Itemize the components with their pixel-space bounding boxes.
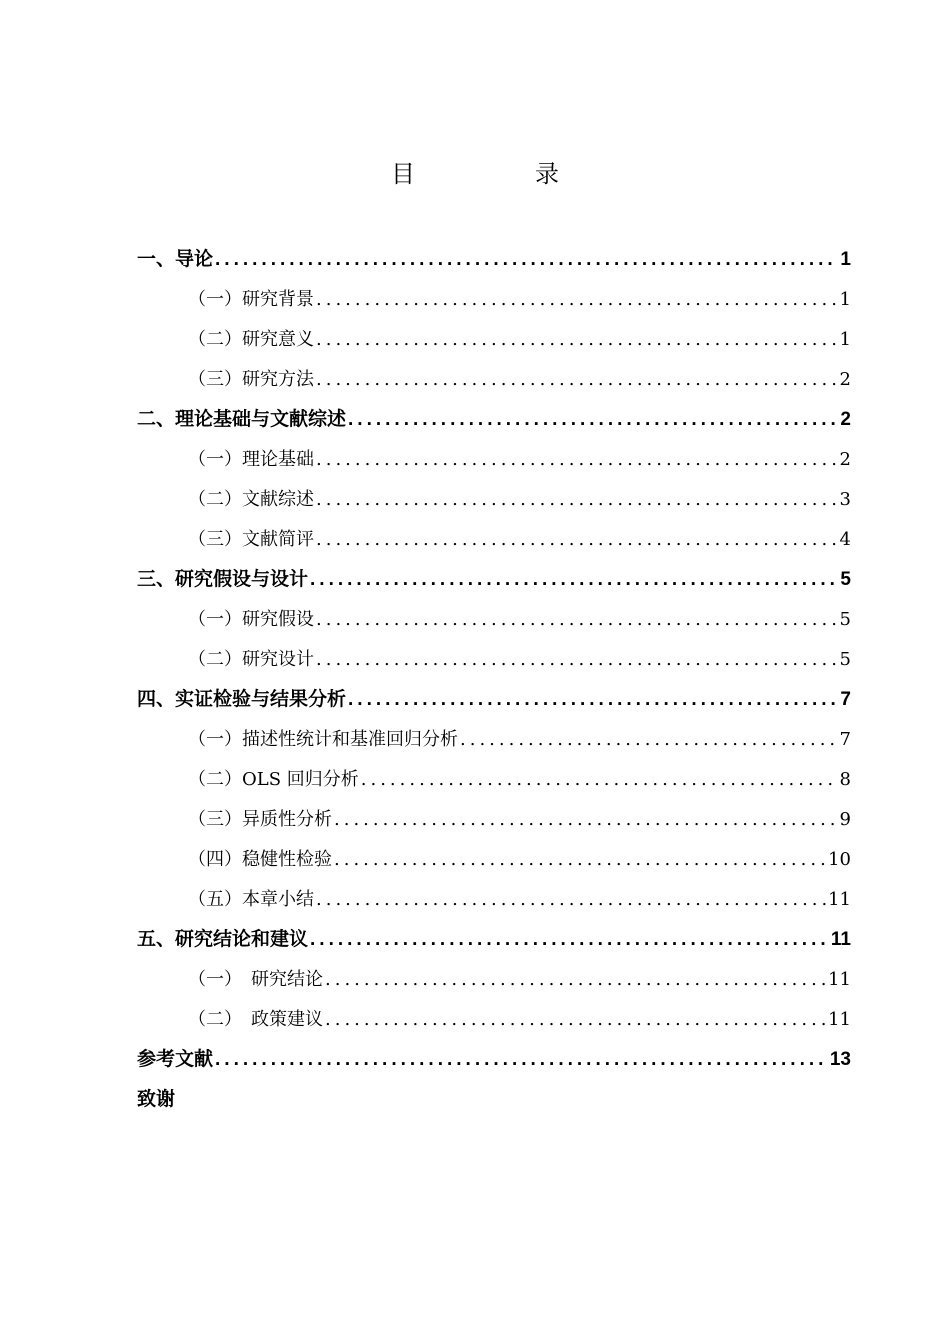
toc-entry-title: （一）理论基础 — [188, 449, 314, 470]
toc-chapter-entry[interactable] — [137, 240, 851, 280]
toc-dot-leader — [316, 280, 838, 320]
toc-dot-leader — [316, 880, 826, 920]
toc-entry-title: 四、实证检验与结果分析 — [137, 689, 347, 710]
toc-dot-leader — [316, 520, 838, 560]
toc-section-entry[interactable] — [137, 960, 851, 1000]
toc-dot-leader — [325, 960, 826, 1000]
toc-page-number: 7 — [840, 689, 851, 710]
toc-dot-leader — [460, 720, 838, 760]
toc-page-number: 5 — [840, 569, 851, 590]
toc-section-entry[interactable] — [137, 760, 851, 800]
page-title: 目 录 — [391, 160, 607, 188]
toc-entry-title: 三、研究假设与设计 — [137, 569, 309, 590]
toc-page-number: 3 — [839, 489, 851, 510]
toc-entry-title: （三）研究方法 — [188, 369, 314, 390]
toc-dot-leader — [334, 800, 838, 840]
table-of-contents — [137, 240, 851, 1120]
toc-section-entry[interactable] — [137, 280, 851, 320]
toc-page-number: 10 — [828, 849, 851, 870]
toc-entry-title: 五、研究结论和建议 — [137, 929, 309, 950]
toc-section-entry[interactable] — [137, 880, 851, 920]
toc-dot-leader — [215, 1040, 828, 1080]
toc-section-entry[interactable] — [137, 640, 851, 680]
toc-page-number: 11 — [828, 969, 851, 990]
toc-page-number: 1 — [840, 249, 851, 270]
toc-dot-leader — [215, 240, 838, 280]
toc-dot-leader — [361, 760, 838, 800]
toc-dot-leader — [316, 360, 838, 400]
toc-section-entry[interactable] — [137, 840, 851, 880]
toc-dot-leader — [316, 320, 838, 360]
toc-section-entry[interactable] — [137, 360, 851, 400]
toc-page-number: 11 — [828, 1009, 851, 1030]
toc-dot-leader — [316, 640, 838, 680]
toc-section-entry[interactable] — [137, 600, 851, 640]
toc-entry-title: （一）研究背景 — [188, 289, 314, 310]
toc-entry-title: 二、理论基础与文献综述 — [137, 409, 347, 430]
toc-entry-title: （五）本章小结 — [188, 889, 314, 910]
toc-entry-title: 一、导论 — [137, 249, 214, 270]
toc-entry-title: （二）OLS 回归分析 — [188, 769, 359, 790]
toc-dot-leader — [310, 920, 829, 960]
toc-entry-title: （二）研究设计 — [188, 649, 314, 670]
toc-dot-leader — [334, 840, 826, 880]
toc-section-entry[interactable] — [137, 440, 851, 480]
toc-chapter-entry[interactable] — [137, 560, 851, 600]
toc-entry-title: （三）异质性分析 — [188, 809, 332, 830]
toc-entry-title: （二） 政策建议 — [188, 1009, 323, 1030]
toc-dot-leader — [325, 1000, 826, 1040]
toc-chapter-entry[interactable] — [137, 1040, 851, 1080]
toc-page-number: 5 — [839, 649, 851, 670]
toc-page-number: 5 — [839, 609, 851, 630]
toc-dot-leader — [316, 440, 838, 480]
toc-page-number: 2 — [839, 449, 851, 470]
toc-section-entry[interactable] — [137, 1000, 851, 1040]
toc-dot-leader — [348, 680, 838, 720]
toc-chapter-entry[interactable] — [137, 400, 851, 440]
toc-section-entry[interactable] — [137, 800, 851, 840]
toc-chapter-entry[interactable] — [137, 680, 851, 720]
toc-page-number: 1 — [839, 329, 851, 350]
toc-section-entry[interactable] — [137, 320, 851, 360]
toc-entry-title: 致谢 — [137, 1089, 176, 1110]
toc-entry-title: 参考文献 — [137, 1049, 214, 1070]
toc-section-entry[interactable] — [137, 480, 851, 520]
toc-chapter-entry[interactable] — [137, 1080, 851, 1120]
toc-page-number: 1 — [839, 289, 851, 310]
toc-page-number: 11 — [828, 889, 851, 910]
toc-page-number: 2 — [839, 369, 851, 390]
toc-page-number: 13 — [829, 1049, 851, 1070]
toc-page-number: 11 — [830, 929, 851, 950]
toc-page-number: 2 — [840, 409, 851, 430]
toc-section-entry[interactable] — [137, 720, 851, 760]
toc-entry-title: （一）研究假设 — [188, 609, 314, 630]
toc-entry-title: （二）文献综述 — [188, 489, 314, 510]
toc-entry-title: （四）稳健性检验 — [188, 849, 332, 870]
toc-dot-leader — [316, 600, 838, 640]
toc-section-entry[interactable] — [137, 520, 851, 560]
toc-chapter-entry[interactable] — [137, 920, 851, 960]
toc-entry-title: （三）文献简评 — [188, 529, 314, 550]
toc-page-number: 8 — [839, 769, 851, 790]
toc-entry-title: （一）描述性统计和基准回归分析 — [188, 729, 458, 750]
toc-page-number: 7 — [839, 729, 851, 750]
toc-page-number: 4 — [839, 529, 851, 550]
toc-entry-title: （一） 研究结论 — [188, 969, 323, 990]
toc-dot-leader — [348, 400, 838, 440]
toc-entry-title: （二）研究意义 — [188, 329, 314, 350]
toc-dot-leader — [310, 560, 838, 600]
toc-page-number: 9 — [839, 809, 851, 830]
toc-dot-leader — [316, 480, 838, 520]
